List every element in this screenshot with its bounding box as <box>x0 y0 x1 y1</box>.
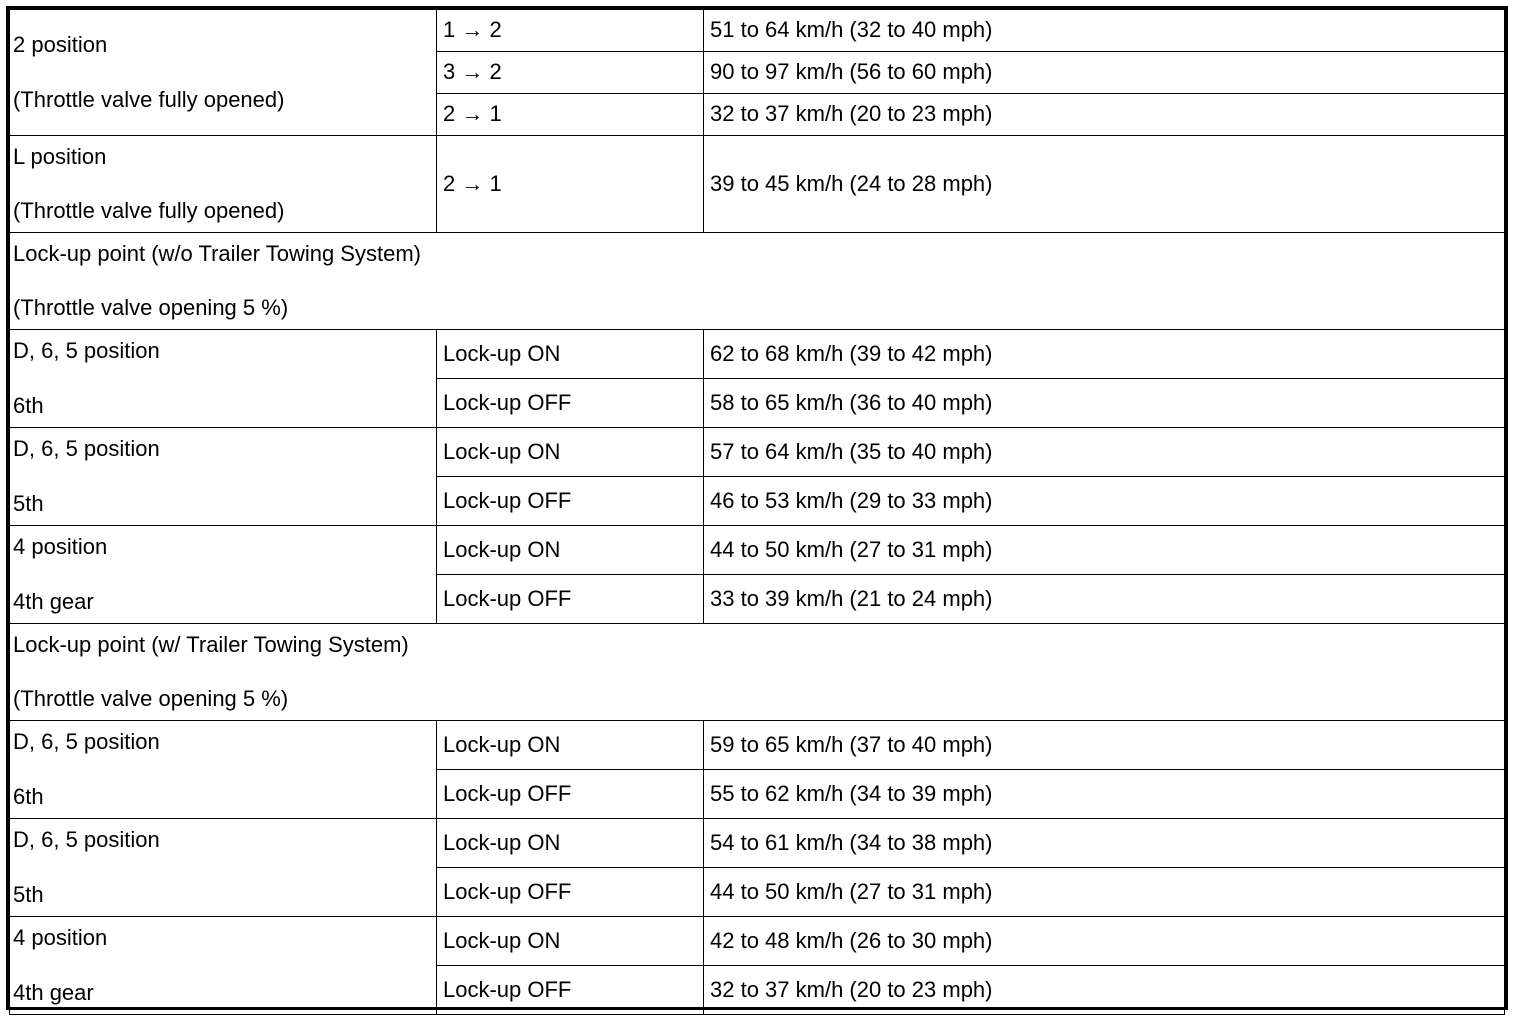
lockup-state-cell: Lock-up OFF <box>437 575 704 624</box>
position-label-cell <box>10 10 437 136</box>
position-label: D, 6, 5 position <box>13 729 160 755</box>
speed-cell: 33 to 39 km/h (21 to 24 mph) <box>704 575 1505 624</box>
shift-point-table <box>9 9 1505 1015</box>
position-label: D, 6, 5 position <box>13 338 160 364</box>
gear-label: 5th <box>13 490 44 516</box>
table-row <box>10 526 1505 575</box>
section-condition: (Throttle valve opening 5 %) <box>13 295 289 320</box>
gear-label: 5th <box>13 881 44 907</box>
speed-cell: 51 to 64 km/h (32 to 40 mph) <box>704 10 1505 52</box>
speed-cell: 46 to 53 km/h (29 to 33 mph) <box>704 477 1505 526</box>
position-label: 4 position <box>13 534 108 560</box>
speed-cell: 44 to 50 km/h (27 to 31 mph) <box>704 868 1505 917</box>
lockup-state-cell: Lock-up OFF <box>437 477 704 526</box>
section-heading-row <box>10 624 1505 721</box>
table-row <box>10 10 1505 52</box>
speed-cell: 42 to 48 km/h (26 to 30 mph) <box>704 917 1505 966</box>
position-label-cell <box>10 330 437 428</box>
speed-cell: 59 to 65 km/h (37 to 40 mph) <box>704 721 1505 770</box>
section-heading <box>10 624 1505 721</box>
lockup-state-cell: Lock-up ON <box>437 428 704 477</box>
section-title: Lock-up point (w/ Trailer Towing System) <box>13 631 409 657</box>
table-row <box>10 917 1505 966</box>
lockup-state-cell: Lock-up ON <box>437 526 704 575</box>
lockup-state-cell: Lock-up OFF <box>437 379 704 428</box>
table-row <box>10 330 1505 379</box>
shift-cell: 2 → 1 <box>437 94 704 136</box>
gear-label: 6th <box>13 783 44 809</box>
speed-cell: 58 to 65 km/h (36 to 40 mph) <box>704 379 1505 428</box>
position-label-cell <box>10 819 437 917</box>
speed-cell: 90 to 97 km/h (56 to 60 mph) <box>704 52 1505 94</box>
speed-cell: 62 to 68 km/h (39 to 42 mph) <box>704 330 1505 379</box>
position-label-cell <box>10 917 437 1015</box>
table-row <box>10 428 1505 477</box>
position-label-cell <box>10 721 437 819</box>
lockup-state-cell: Lock-up ON <box>437 721 704 770</box>
gear-label: 4th gear <box>13 588 94 614</box>
condition-label: (Throttle valve fully opened) <box>13 86 285 112</box>
position-label-cell <box>10 526 437 624</box>
shift-cell: 1 → 2 <box>437 10 704 52</box>
position-label-cell <box>10 428 437 526</box>
section-heading <box>10 233 1505 330</box>
position-label: 2 position <box>13 32 108 58</box>
gear-label: 4th gear <box>13 979 94 1005</box>
condition-label: (Throttle valve fully opened) <box>13 198 285 223</box>
speed-cell: 32 to 37 km/h (20 to 23 mph) <box>704 94 1505 136</box>
section-heading-row <box>10 233 1505 330</box>
lockup-state-cell: Lock-up ON <box>437 330 704 379</box>
position-label-cell <box>10 136 437 233</box>
lockup-state-cell: Lock-up OFF <box>437 868 704 917</box>
position-label: D, 6, 5 position <box>13 436 160 462</box>
section-title: Lock-up point (w/o Trailer Towing System) <box>13 240 421 266</box>
speed-cell: 39 to 45 km/h (24 to 28 mph) <box>704 136 1505 233</box>
lockup-state-cell: Lock-up ON <box>437 917 704 966</box>
speed-cell: 54 to 61 km/h (34 to 38 mph) <box>704 819 1505 868</box>
shift-cell: 3 → 2 <box>437 52 704 94</box>
table-row <box>10 721 1505 770</box>
position-label: D, 6, 5 position <box>13 827 160 853</box>
speed-cell: 32 to 37 km/h (20 to 23 mph) <box>704 966 1505 1015</box>
speed-cell: 44 to 50 km/h (27 to 31 mph) <box>704 526 1505 575</box>
spec-table-container <box>6 6 1508 1010</box>
position-label: L position <box>13 143 107 169</box>
section-condition: (Throttle valve opening 5 %) <box>13 686 289 711</box>
speed-cell: 55 to 62 km/h (34 to 39 mph) <box>704 770 1505 819</box>
position-label: 4 position <box>13 925 108 951</box>
gear-label: 6th <box>13 392 44 418</box>
lockup-state-cell: Lock-up OFF <box>437 966 704 1015</box>
speed-cell: 57 to 64 km/h (35 to 40 mph) <box>704 428 1505 477</box>
table-row <box>10 136 1505 233</box>
lockup-state-cell: Lock-up ON <box>437 819 704 868</box>
shift-cell: 2 → 1 <box>437 136 704 233</box>
table-row <box>10 819 1505 868</box>
lockup-state-cell: Lock-up OFF <box>437 770 704 819</box>
